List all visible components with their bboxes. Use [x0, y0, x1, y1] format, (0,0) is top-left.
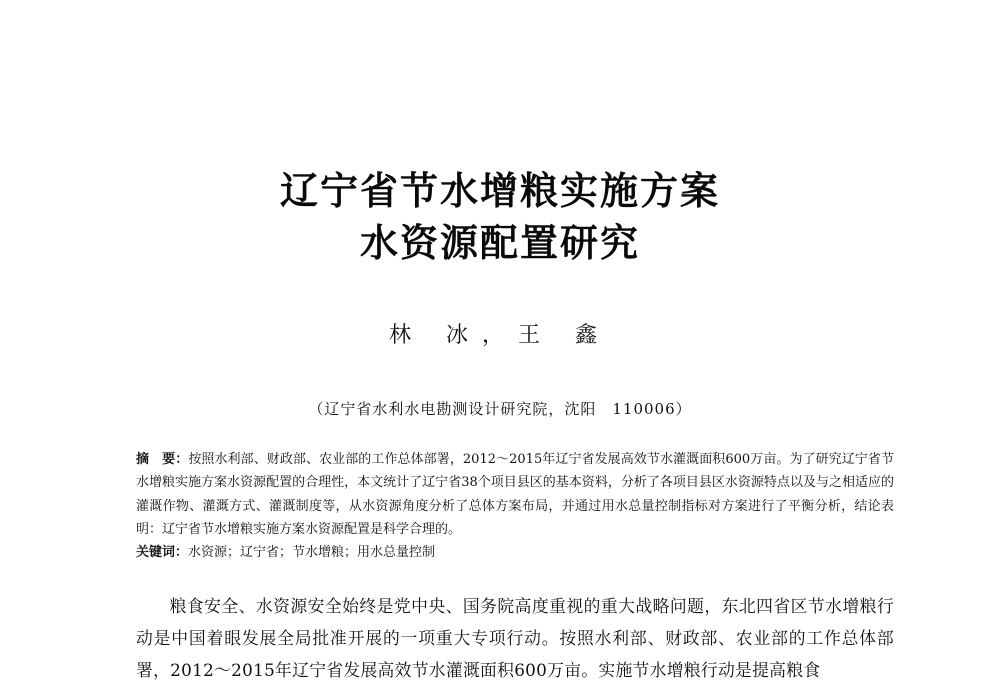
keywords	[136, 541, 894, 564]
authors: 林 冰，王 鑫	[389, 323, 611, 348]
paper-title-line-2: 水资源配置研究	[359, 221, 640, 265]
abstract	[136, 448, 894, 541]
abstract-label: 摘 要：	[136, 452, 189, 467]
keywords-label: 关键词：	[136, 545, 189, 560]
paper-title-line-1: 辽宁省节水增粮实施方案	[279, 169, 720, 213]
body-paragraph: 粮食安全、水资源安全始终是党中央、国务院高度重视的重大战略问题，东北四省区节水增粮行动是中国着眼发展全局批准开展的一项重大专项行动。按照水利部、财政部、农业部的工作总体部署，2012～2015年辽宁省发展高效节水灌溉面积600万亩。实施节水增粮行动是提高粮食	[136, 596, 894, 680]
affiliation: （辽宁省水利水电勘测设计研究院，沈阳 110006）	[308, 400, 692, 418]
abstract-text: 按照水利部、财政部、农业部的工作总体部署，2012～2015年辽宁省发展高效节水灌溉面积600万亩。为了研究辽宁省节水增粮实施方案水资源配置的合理性，本文统计了辽宁省38个项目县区的基本资料，分析了各项目县区水资源特点以及与之相适应的灌溉作物、灌溉方式、灌溉制度等，从水资源角度分析了总体方案布局，并通过用水总量控制指标对方案进行了平衡分析，结论表明：辽宁省节水增粮实施方案水资源配置是科学合理的。	[136, 452, 894, 537]
keywords-text: 水资源；辽宁省；节水增粮；用水总量控制	[188, 545, 436, 560]
